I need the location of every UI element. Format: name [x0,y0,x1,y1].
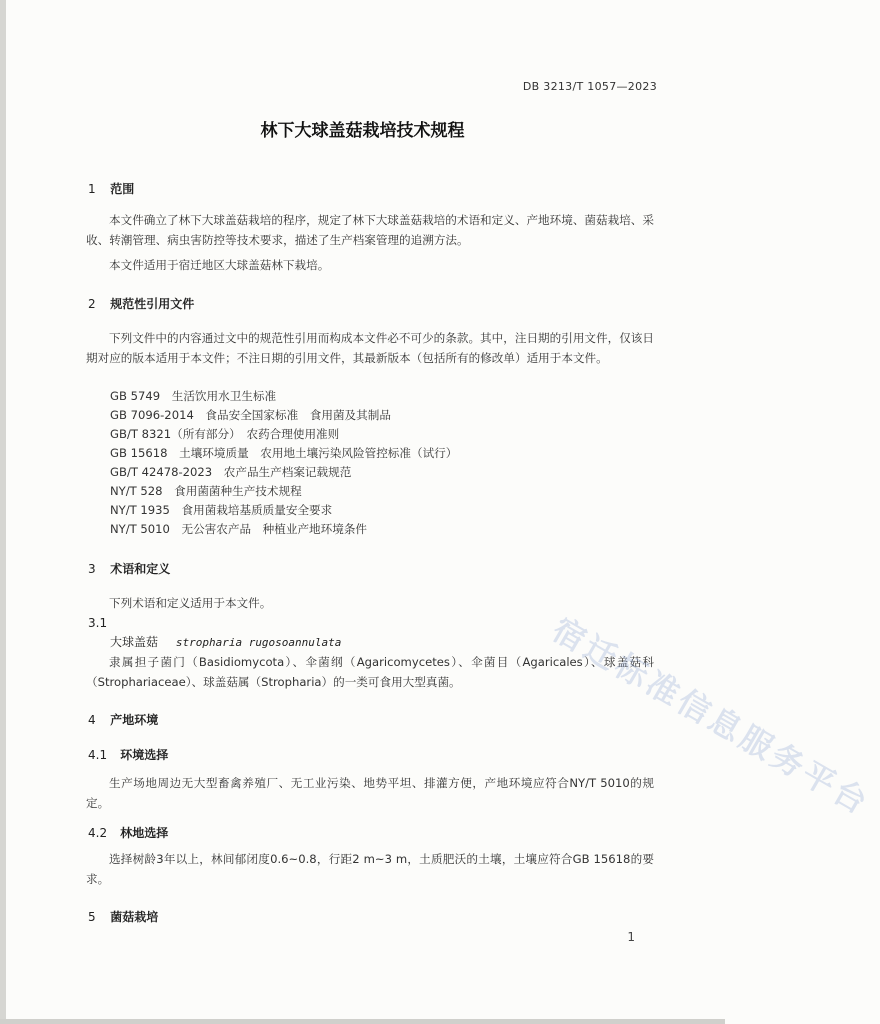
term-chinese: 大球盖菇 [110,635,159,649]
standard-id: DB 3213/T 1057—2023 [522,80,657,93]
section-title: 环境选择 [120,748,169,762]
reference-item: GB 5749 生活饮用水卫生标准 [110,389,277,403]
reference-item: GB/T 8321（所有部分） 农药合理使用准则 [110,427,340,441]
scan-edge-bottom [0,1019,725,1024]
section-title: 术语和定义 [110,562,171,576]
section-4-2-heading [88,824,168,841]
section-1-heading [88,180,134,197]
watermark: 宿迁标准信息服务平台 [546,610,877,824]
environment-paragraph: 生产场地周边无大型畜禽养殖厂、无工业污染、地势平坦、排灌方便，产地环境应符合NY/T 5010的规定。 [86,776,654,810]
section-number: 4 [88,713,96,727]
section-3-heading [88,560,170,577]
term-english: stropharia rugosoannulata [175,636,342,649]
reference-item: GB 15618 土壤环境质量 农用地土壤污染风险管控标准（试行） [110,446,458,460]
section-title: 菌菇栽培 [110,910,159,924]
terms-intro: 下列术语和定义适用于本文件。 [109,596,272,610]
section-title: 产地环境 [110,713,159,727]
scope-paragraph-1: 本文件确立了林下大球盖菇栽培的程序，规定了林下大球盖菇栽培的术语和定义、产地环境、菌菇栽培、采收、转潮管理、病虫害防控等技术要求，描述了生产档案管理的追溯方法。 [86,213,654,247]
reference-item: NY/T 1935 食用菌栽培基质质量安全要求 [110,503,333,517]
section-title: 规范性引用文件 [110,297,195,311]
reference-item: GB 7096-2014 食品安全国家标准 食用菌及其制品 [110,408,391,422]
section-number: 3 [88,562,96,576]
page-title: 林下大球盖菇栽培技术规程 [260,121,465,141]
scan-edge-left [0,0,6,1024]
section-title: 林地选择 [120,826,169,840]
section-title: 范围 [110,182,135,196]
section-4-1-heading [88,746,168,763]
section-number: 4.2 [88,826,108,840]
section-4-heading [88,711,158,728]
section-number: 4.1 [88,748,108,762]
reference-item: NY/T 528 食用菌菌种生产技术规程 [110,484,302,498]
page-number: 1 [627,930,635,944]
scope-paragraph-2: 本文件适用于宿迁地区大球盖菇林下栽培。 [109,258,330,272]
term-definition: 隶属担子菌门（Basidiomycota）、伞菌纲（Agaricomycetes）、伞菌目（Agaricales）、球盖菇科（Strophariaceae）、球盖菇属（Stropharia）的一类可食用大型真菌。 [86,655,654,689]
term-entry [110,633,341,650]
normative-intro: 下列文件中的内容通过文中的规范性引用而构成本文件必不可少的条款。其中，注日期的引用文件，仅该日期对应的版本适用于本文件；不注日期的引用文件，其最新版本（包括所有的修改单）适用于本文件。 [86,331,654,365]
reference-item: GB/T 42478-2023 农产品生产档案记载规范 [110,465,352,479]
section-2-heading [88,295,194,312]
section-5-heading [88,908,158,925]
section-number: 5 [88,910,96,924]
section-number: 1 [88,182,96,196]
section-number: 2 [88,297,96,311]
term-number: 3.1 [88,616,108,630]
woodland-paragraph: 选择树龄3年以上，林间郁闭度0.6~0.8，行距2 m~3 m，土质肥沃的土壤，土壤应符合GB 15618的要求。 [86,852,654,886]
reference-item: NY/T 5010 无公害农产品 种植业产地环境条件 [110,522,368,536]
